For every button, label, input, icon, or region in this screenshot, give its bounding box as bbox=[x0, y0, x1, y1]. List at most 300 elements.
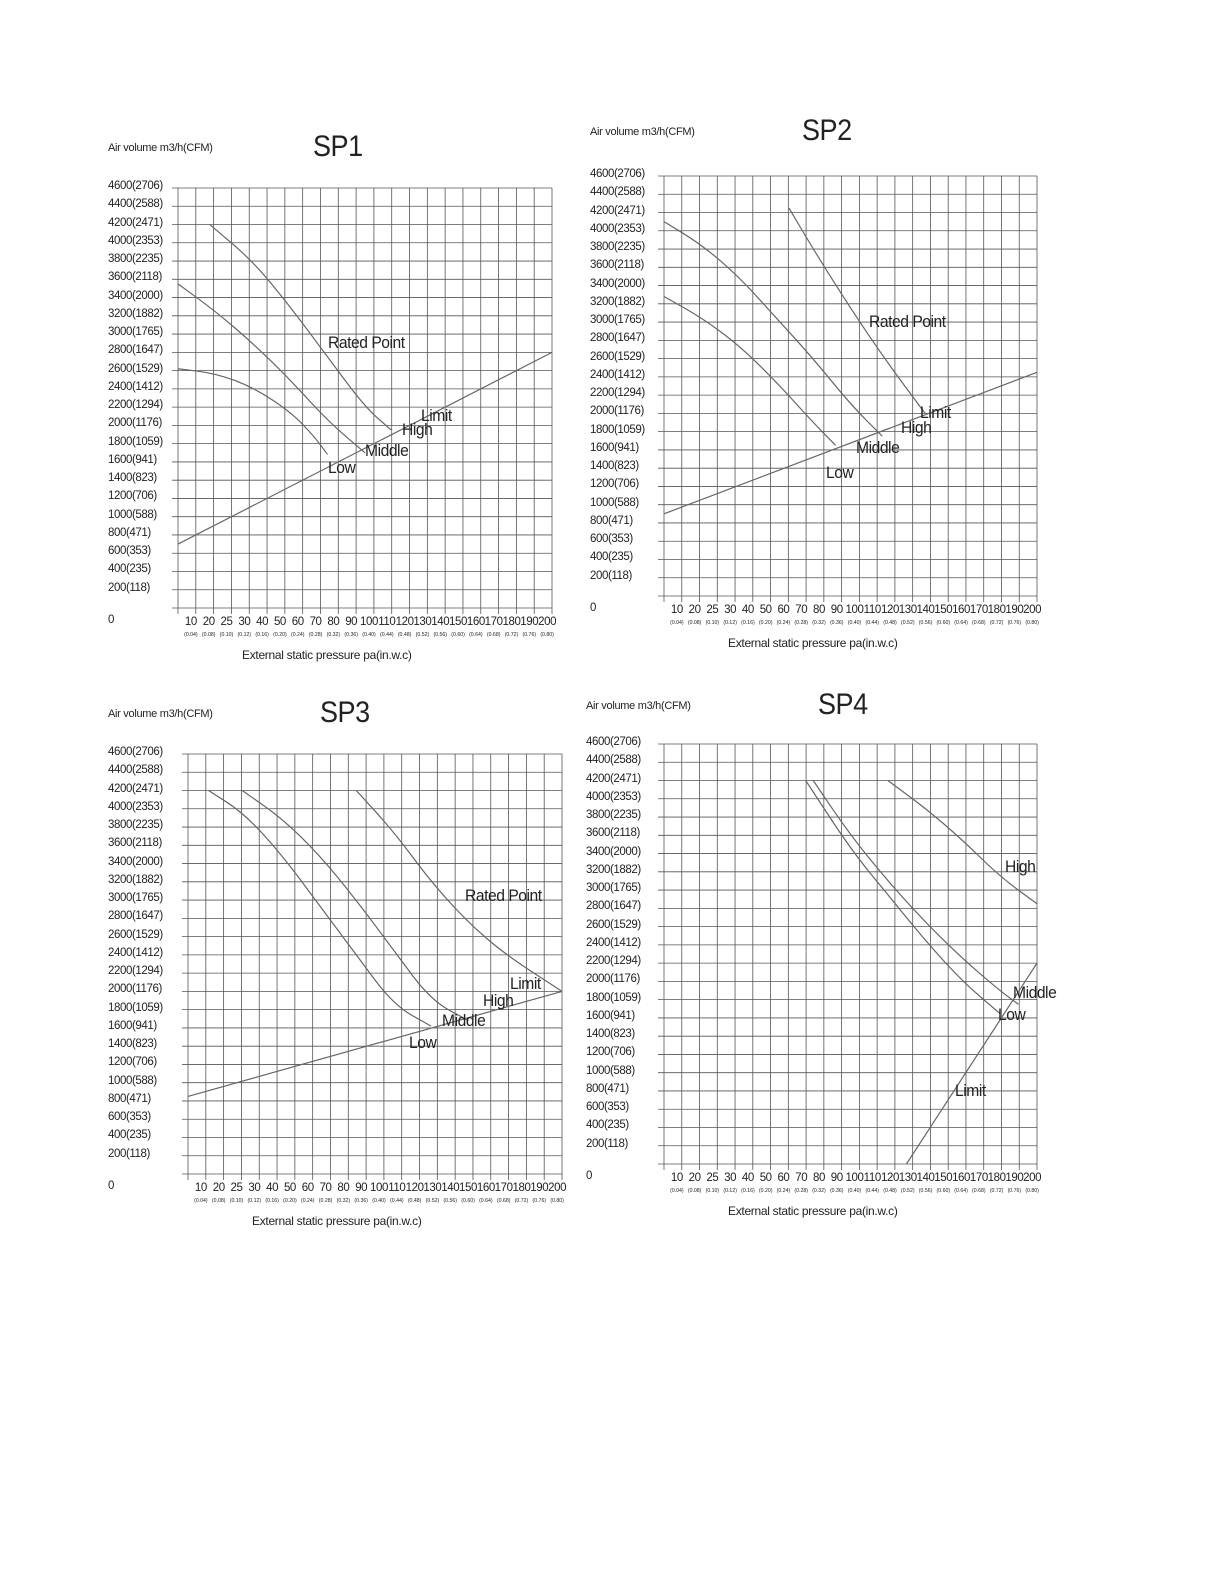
y-tick-label: 4200(2471) bbox=[108, 216, 163, 229]
x-sub-tick-label: (0.68) bbox=[496, 1198, 511, 1204]
x-tick-label: 180 bbox=[987, 1172, 1006, 1184]
series-line-middle bbox=[664, 222, 882, 437]
y-tick-label: 0 bbox=[590, 602, 596, 614]
y-tick-label: 1200(706) bbox=[108, 1056, 157, 1069]
x-tick-label: 190 bbox=[1005, 604, 1024, 616]
x-sub-tick-label: (0.16) bbox=[741, 1188, 755, 1194]
x-sub-tick-label: (0.16) bbox=[255, 632, 269, 638]
chart-title: SP4 bbox=[818, 688, 868, 721]
x-tick-label: 160 bbox=[466, 616, 485, 628]
curve-label: Rated Point bbox=[869, 312, 946, 332]
x-tick-label: 200 bbox=[548, 1182, 567, 1194]
x-sub-tick-label: (0.44) bbox=[865, 1188, 880, 1194]
x-tick-label: 90 bbox=[355, 1182, 368, 1194]
x-sub-tick-label: (0.60) bbox=[461, 1198, 475, 1204]
y-tick-label: 3800(2235) bbox=[590, 241, 645, 254]
x-sub-tick-label: (0.24) bbox=[290, 632, 305, 638]
x-sub-tick-label: (0.44) bbox=[380, 632, 394, 638]
x-sub-tick-label: (0.80) bbox=[1025, 620, 1039, 626]
y-tick-label: 4000(2353) bbox=[108, 800, 163, 813]
chart-panel-sp2 bbox=[590, 112, 1077, 676]
x-tick-label: 160 bbox=[952, 604, 971, 616]
x-tick-label: 180 bbox=[512, 1182, 531, 1194]
x-sub-tick-label: (0.72) bbox=[504, 632, 519, 638]
y-tick-label: 1400(823) bbox=[590, 460, 639, 473]
y-tick-label: 1400(823) bbox=[586, 1028, 635, 1041]
y-tick-label: 3200(1882) bbox=[586, 863, 641, 876]
x-sub-tick-label: (0.32) bbox=[812, 620, 826, 626]
x-sub-tick-label: (0.28) bbox=[794, 620, 808, 626]
x-tick-label: 10 bbox=[670, 1172, 683, 1184]
y-tick-label: 800(471) bbox=[108, 526, 151, 539]
y-tick-label: 1200(706) bbox=[590, 478, 639, 491]
y-tick-label: 4000(2353) bbox=[590, 222, 645, 235]
series-line-middle bbox=[813, 781, 1018, 1005]
curve-label: Limit bbox=[919, 403, 951, 423]
x-sub-tick-label: (0.08) bbox=[211, 1198, 226, 1204]
y-tick-label: 4200(2471) bbox=[586, 772, 641, 785]
x-tick-label: 200 bbox=[1023, 1172, 1042, 1184]
x-sub-tick-label: (0.28) bbox=[794, 1188, 808, 1194]
x-sub-tick-label: (0.36) bbox=[354, 1198, 368, 1204]
y-tick-label: 0 bbox=[108, 1180, 114, 1192]
x-tick-label: 170 bbox=[484, 616, 503, 628]
x-sub-tick-label: (0.24) bbox=[776, 1188, 791, 1194]
x-sub-tick-label: (0.16) bbox=[741, 620, 755, 626]
x-tick-label: 130 bbox=[898, 604, 917, 616]
y-tick-label: 1600(941) bbox=[108, 1019, 157, 1032]
x-tick-label: 140 bbox=[431, 616, 450, 628]
y-tick-label: 3200(1882) bbox=[108, 307, 163, 320]
x-axis-caption: External static pressure pa(in.w.c) bbox=[728, 636, 898, 650]
y-tick-label: 400(235) bbox=[590, 551, 633, 564]
x-sub-tick-label: (0.08) bbox=[687, 1188, 702, 1194]
x-sub-tick-label: (0.48) bbox=[883, 1188, 897, 1194]
x-tick-label: 140 bbox=[916, 604, 935, 616]
x-sub-tick-label: (0.04) bbox=[184, 632, 198, 638]
chart-title: SP1 bbox=[313, 130, 363, 163]
y-tick-label: 1800(1059) bbox=[108, 1001, 163, 1014]
y-tick-label: 4400(2588) bbox=[108, 764, 163, 777]
y-tick-label: 200(118) bbox=[108, 581, 150, 594]
chart-panel-sp4 bbox=[586, 686, 1077, 1244]
series-line-low bbox=[664, 297, 836, 446]
x-sub-tick-label: (0.12) bbox=[723, 620, 737, 626]
x-axis-caption: External static pressure pa(in.w.c) bbox=[242, 648, 412, 662]
y-tick-label: 2400(1412) bbox=[108, 946, 163, 959]
y-tick-label: 2800(1647) bbox=[108, 910, 163, 923]
x-tick-label: 200 bbox=[1023, 604, 1042, 616]
x-axis-caption: External static pressure pa(in.w.c) bbox=[252, 1214, 422, 1228]
x-tick-label: 160 bbox=[476, 1182, 495, 1194]
y-tick-label: 3400(2000) bbox=[108, 289, 163, 302]
x-tick-label: 10 bbox=[670, 604, 683, 616]
x-tick-label: 110 bbox=[378, 616, 396, 628]
series-line-middle bbox=[242, 791, 468, 1021]
x-sub-tick-label: (0.04) bbox=[194, 1198, 208, 1204]
y-tick-label: 4400(2588) bbox=[586, 754, 641, 767]
y-tick-label: 2600(1529) bbox=[108, 362, 163, 375]
x-sub-tick-label: (0.72) bbox=[989, 1188, 1004, 1194]
y-tick-label: 2600(1529) bbox=[586, 918, 641, 931]
x-tick-label: 80 bbox=[812, 604, 825, 616]
curve-label: High bbox=[483, 990, 514, 1010]
y-tick-label: 3800(2235) bbox=[108, 253, 163, 266]
x-tick-label: 170 bbox=[494, 1182, 513, 1194]
x-sub-tick-label: (0.32) bbox=[326, 632, 341, 638]
x-tick-label: 20 bbox=[688, 604, 701, 616]
x-tick-label: 150 bbox=[934, 604, 953, 616]
x-sub-tick-label: (0.20) bbox=[758, 1188, 773, 1194]
y-tick-label: 2400(1412) bbox=[590, 368, 645, 381]
x-sub-tick-label: (0.64) bbox=[469, 632, 483, 638]
x-tick-label: 80 bbox=[327, 616, 340, 628]
y-axis-caption: Air volume m3/h(CFM) bbox=[590, 126, 695, 138]
x-sub-tick-label: (0.56) bbox=[443, 1198, 458, 1204]
x-sub-tick-label: (0.52) bbox=[901, 1188, 915, 1194]
y-tick-label: 1600(941) bbox=[586, 1009, 635, 1022]
x-sub-tick-label: (0.68) bbox=[486, 632, 501, 638]
x-tick-label: 120 bbox=[881, 604, 900, 616]
x-sub-tick-label: (0.24) bbox=[776, 620, 791, 626]
y-tick-label: 3600(2118) bbox=[586, 827, 640, 840]
y-tick-label: 400(235) bbox=[108, 1129, 151, 1142]
chart-panel-sp1 bbox=[108, 128, 592, 688]
curve-label: High bbox=[1005, 857, 1036, 877]
x-tick-label: 20 bbox=[202, 616, 215, 628]
x-tick-label: 50 bbox=[759, 1172, 772, 1184]
y-tick-label: 600(353) bbox=[108, 1111, 151, 1124]
y-tick-label: 4600(2706) bbox=[590, 168, 645, 180]
x-sub-tick-label: (0.04) bbox=[670, 1188, 684, 1194]
y-tick-label: 0 bbox=[586, 1170, 592, 1182]
x-sub-tick-label: (0.12) bbox=[247, 1198, 262, 1204]
x-tick-label: 10 bbox=[184, 616, 197, 628]
y-tick-label: 1000(588) bbox=[586, 1064, 635, 1077]
x-tick-label: 110 bbox=[388, 1182, 406, 1194]
y-tick-label: 600(353) bbox=[586, 1101, 629, 1114]
x-tick-label: 80 bbox=[337, 1182, 350, 1194]
y-tick-label: 4400(2588) bbox=[590, 186, 645, 199]
y-tick-label: 1200(706) bbox=[108, 490, 157, 503]
x-sub-tick-label: (0.10) bbox=[219, 632, 234, 638]
x-tick-label: 50 bbox=[273, 616, 286, 628]
curve-label: Rated Point bbox=[327, 333, 405, 353]
x-sub-tick-label: (0.56) bbox=[918, 1188, 933, 1194]
y-tick-label: 200(118) bbox=[590, 569, 632, 582]
curve-label: High bbox=[402, 419, 433, 439]
y-tick-label: 2000(1176) bbox=[108, 417, 162, 430]
y-tick-label: 3800(2235) bbox=[586, 809, 641, 822]
x-tick-label: 25 bbox=[230, 1182, 243, 1194]
x-sub-tick-label: (0.28) bbox=[308, 632, 323, 638]
x-tick-label: 110 bbox=[863, 604, 881, 616]
x-sub-tick-label: (0.68) bbox=[972, 1188, 986, 1194]
x-tick-label: 60 bbox=[777, 604, 790, 616]
series-line-limit bbox=[664, 372, 1037, 514]
x-tick-label: 120 bbox=[405, 1182, 424, 1194]
y-tick-label: 4000(2353) bbox=[108, 234, 163, 247]
x-tick-label: 20 bbox=[212, 1182, 225, 1194]
x-sub-tick-label: (0.48) bbox=[397, 632, 412, 638]
x-sub-tick-label: (0.48) bbox=[883, 620, 897, 626]
y-tick-label: 2200(1294) bbox=[586, 955, 641, 968]
y-tick-label: 3600(2118) bbox=[108, 837, 162, 850]
x-sub-tick-label: (0.80) bbox=[540, 632, 554, 638]
x-tick-label: 50 bbox=[759, 604, 772, 616]
x-sub-tick-label: (0.52) bbox=[425, 1198, 440, 1204]
chart-plot-area bbox=[586, 686, 1077, 1184]
chart-title: SP3 bbox=[320, 696, 370, 729]
x-tick-label: 130 bbox=[898, 1172, 917, 1184]
x-sub-tick-label: (0.32) bbox=[336, 1198, 351, 1204]
y-tick-label: 2800(1647) bbox=[586, 900, 641, 913]
y-axis-caption: Air volume m3/h(CFM) bbox=[108, 142, 213, 154]
x-tick-label: 100 bbox=[845, 1172, 864, 1184]
curve-label: Low bbox=[826, 462, 854, 482]
y-tick-label: 2000(1176) bbox=[590, 405, 644, 418]
x-tick-label: 100 bbox=[845, 604, 864, 616]
x-sub-tick-label: (0.36) bbox=[344, 632, 358, 638]
series-line-low bbox=[209, 791, 432, 1027]
y-tick-label: 1600(941) bbox=[108, 453, 157, 466]
y-tick-label: 2600(1529) bbox=[108, 928, 163, 941]
curve-label: Middle bbox=[365, 440, 409, 460]
y-tick-label: 3000(1765) bbox=[108, 892, 163, 905]
x-tick-label: 200 bbox=[538, 616, 557, 628]
x-sub-tick-label: (0.08) bbox=[687, 620, 702, 626]
chart-plot-area bbox=[108, 694, 602, 1194]
x-sub-tick-label: (0.44) bbox=[865, 620, 880, 626]
x-tick-label: 140 bbox=[916, 1172, 935, 1184]
x-tick-label: 160 bbox=[952, 1172, 971, 1184]
y-tick-label: 1600(941) bbox=[590, 441, 639, 454]
y-tick-label: 4200(2471) bbox=[590, 204, 645, 217]
x-sub-tick-label: (0.24) bbox=[300, 1198, 315, 1204]
y-axis-caption: Air volume m3/h(CFM) bbox=[586, 700, 691, 712]
series-line-middle bbox=[178, 284, 365, 453]
x-sub-tick-label: (0.44) bbox=[390, 1198, 404, 1204]
x-sub-tick-label: (0.12) bbox=[237, 632, 252, 638]
x-sub-tick-label: (0.12) bbox=[723, 1188, 737, 1194]
x-tick-label: 25 bbox=[706, 604, 719, 616]
y-tick-label: 2200(1294) bbox=[590, 387, 645, 400]
chart-title: SP2 bbox=[802, 114, 852, 147]
x-tick-label: 60 bbox=[301, 1182, 314, 1194]
x-sub-tick-label: (0.28) bbox=[318, 1198, 333, 1204]
y-tick-label: 4000(2353) bbox=[586, 790, 641, 803]
y-tick-label: 1800(1059) bbox=[586, 991, 641, 1004]
x-tick-label: 150 bbox=[934, 1172, 953, 1184]
x-sub-tick-label: (0.56) bbox=[433, 632, 448, 638]
x-sub-tick-label: (0.20) bbox=[758, 620, 773, 626]
y-tick-label: 2600(1529) bbox=[590, 350, 645, 363]
curve-label: Limit bbox=[421, 406, 452, 426]
x-sub-tick-label: (0.60) bbox=[451, 632, 465, 638]
curve-label: Middle bbox=[442, 1010, 486, 1030]
y-tick-label: 4600(2706) bbox=[586, 736, 641, 748]
curve-label: Limit bbox=[954, 1080, 986, 1100]
x-tick-label: 140 bbox=[441, 1182, 460, 1194]
x-sub-tick-label: (0.32) bbox=[812, 1188, 826, 1194]
y-tick-label: 1000(588) bbox=[590, 496, 639, 509]
x-sub-tick-label: (0.10) bbox=[705, 620, 720, 626]
y-tick-label: 600(353) bbox=[590, 533, 633, 546]
y-tick-label: 600(353) bbox=[108, 545, 151, 558]
y-tick-label: 3000(1765) bbox=[108, 326, 163, 339]
x-tick-label: 30 bbox=[724, 1172, 737, 1184]
y-tick-label: 2000(1176) bbox=[586, 973, 640, 986]
y-tick-label: 1400(823) bbox=[108, 472, 157, 485]
y-tick-label: 800(471) bbox=[108, 1092, 151, 1105]
x-sub-tick-label: (0.64) bbox=[954, 620, 968, 626]
x-sub-tick-label: (0.40) bbox=[362, 632, 376, 638]
x-sub-tick-label: (0.64) bbox=[954, 1188, 968, 1194]
x-tick-label: 170 bbox=[969, 604, 988, 616]
x-tick-label: 70 bbox=[795, 604, 808, 616]
y-tick-label: 4400(2588) bbox=[108, 198, 163, 211]
y-tick-label: 1800(1059) bbox=[590, 423, 645, 436]
y-tick-label: 2200(1294) bbox=[108, 965, 163, 978]
x-tick-label: 180 bbox=[987, 604, 1006, 616]
y-tick-label: 800(471) bbox=[586, 1082, 629, 1095]
y-tick-label: 3200(1882) bbox=[108, 873, 163, 886]
x-tick-label: 30 bbox=[724, 604, 737, 616]
y-tick-label: 400(235) bbox=[108, 563, 151, 576]
y-tick-label: 1800(1059) bbox=[108, 435, 163, 448]
x-sub-tick-label: (0.36) bbox=[829, 620, 844, 626]
x-tick-label: 30 bbox=[248, 1182, 261, 1194]
x-tick-label: 50 bbox=[283, 1182, 296, 1194]
x-sub-tick-label: (0.60) bbox=[936, 1188, 951, 1194]
y-tick-label: 4600(2706) bbox=[108, 746, 163, 758]
y-axis-caption: Air volume m3/h(CFM) bbox=[108, 708, 213, 720]
y-tick-label: 400(235) bbox=[586, 1119, 629, 1132]
y-tick-label: 3200(1882) bbox=[590, 295, 645, 308]
x-sub-tick-label: (0.10) bbox=[229, 1198, 244, 1204]
x-sub-tick-label: (0.60) bbox=[936, 620, 951, 626]
y-tick-label: 2400(1412) bbox=[586, 936, 641, 949]
x-sub-tick-label: (0.16) bbox=[265, 1198, 279, 1204]
x-tick-label: 120 bbox=[395, 616, 414, 628]
x-tick-label: 40 bbox=[741, 1172, 754, 1184]
x-tick-label: 60 bbox=[777, 1172, 790, 1184]
x-sub-tick-label: (0.80) bbox=[550, 1198, 564, 1204]
x-tick-label: 40 bbox=[266, 1182, 279, 1194]
x-tick-label: 70 bbox=[309, 616, 322, 628]
x-sub-tick-label: (0.20) bbox=[283, 1198, 297, 1204]
curve-label: Middle bbox=[1012, 983, 1057, 1003]
x-tick-label: 100 bbox=[360, 616, 378, 628]
x-sub-tick-label: (0.48) bbox=[407, 1198, 422, 1204]
x-tick-label: 25 bbox=[220, 616, 233, 628]
x-tick-label: 30 bbox=[238, 616, 251, 628]
x-tick-label: 20 bbox=[688, 1172, 701, 1184]
curve-label: High bbox=[900, 418, 932, 437]
x-sub-tick-label: (0.40) bbox=[847, 1188, 862, 1194]
x-sub-tick-label: (0.80) bbox=[1025, 1188, 1039, 1194]
curve-label: Low bbox=[327, 458, 355, 478]
x-tick-label: 150 bbox=[459, 1182, 478, 1194]
x-tick-label: 60 bbox=[291, 616, 304, 628]
y-tick-label: 3400(2000) bbox=[590, 277, 645, 290]
x-sub-tick-label: (0.72) bbox=[514, 1198, 529, 1204]
y-tick-label: 3400(2000) bbox=[108, 855, 163, 868]
series-line-high bbox=[210, 225, 391, 430]
x-sub-tick-label: (0.10) bbox=[705, 1188, 720, 1194]
x-sub-tick-label: (0.68) bbox=[972, 620, 986, 626]
y-tick-label: 3600(2118) bbox=[590, 259, 644, 272]
y-tick-label: 1400(823) bbox=[108, 1038, 157, 1051]
y-tick-label: 4200(2471) bbox=[108, 782, 163, 795]
x-sub-tick-label: (0.40) bbox=[372, 1198, 386, 1204]
series-line-high bbox=[789, 208, 925, 413]
x-axis-caption: External static pressure pa(in.w.c) bbox=[728, 1204, 898, 1218]
curve-label: Middle bbox=[856, 438, 900, 458]
y-tick-label: 1000(588) bbox=[108, 1074, 157, 1087]
x-tick-label: 90 bbox=[830, 604, 843, 616]
x-sub-tick-label: (0.04) bbox=[670, 620, 684, 626]
x-tick-label: 170 bbox=[969, 1172, 988, 1184]
y-tick-label: 2800(1647) bbox=[108, 344, 163, 357]
x-sub-tick-label: (0.52) bbox=[415, 632, 430, 638]
x-sub-tick-label: (0.64) bbox=[479, 1198, 493, 1204]
curve-label: Low bbox=[408, 1032, 436, 1052]
x-sub-tick-label: (0.40) bbox=[847, 620, 862, 626]
y-tick-label: 2000(1176) bbox=[108, 983, 162, 996]
x-tick-label: 90 bbox=[345, 616, 358, 628]
x-sub-tick-label: (0.72) bbox=[989, 620, 1004, 626]
y-tick-label: 2400(1412) bbox=[108, 380, 163, 393]
chart-plot-area bbox=[590, 112, 1077, 616]
x-sub-tick-label: (0.76) bbox=[1007, 620, 1022, 626]
x-tick-label: 40 bbox=[741, 604, 754, 616]
x-tick-label: 190 bbox=[520, 616, 539, 628]
y-tick-label: 800(471) bbox=[590, 514, 633, 527]
x-sub-tick-label: (0.52) bbox=[901, 620, 915, 626]
x-sub-tick-label: (0.20) bbox=[273, 632, 287, 638]
y-tick-label: 2200(1294) bbox=[108, 399, 163, 412]
x-tick-label: 70 bbox=[795, 1172, 808, 1184]
x-tick-label: 130 bbox=[413, 616, 432, 628]
y-tick-label: 4600(2706) bbox=[108, 180, 163, 192]
series-line-low bbox=[178, 369, 328, 455]
x-tick-label: 90 bbox=[830, 1172, 843, 1184]
y-tick-label: 3000(1765) bbox=[586, 882, 641, 895]
x-tick-label: 120 bbox=[881, 1172, 900, 1184]
x-tick-label: 180 bbox=[502, 616, 521, 628]
x-sub-tick-label: (0.76) bbox=[532, 1198, 547, 1204]
x-sub-tick-label: (0.36) bbox=[829, 1188, 844, 1194]
x-tick-label: 190 bbox=[530, 1182, 549, 1194]
y-tick-label: 3400(2000) bbox=[586, 845, 641, 858]
x-tick-label: 190 bbox=[1005, 1172, 1024, 1184]
chart-panel-sp3 bbox=[108, 694, 602, 1254]
y-tick-label: 0 bbox=[108, 614, 114, 626]
y-tick-label: 3800(2235) bbox=[108, 819, 163, 832]
y-tick-label: 3600(2118) bbox=[108, 271, 162, 284]
curve-label: Rated Point bbox=[464, 885, 542, 905]
x-sub-tick-label: (0.76) bbox=[1007, 1188, 1022, 1194]
y-tick-label: 200(118) bbox=[586, 1137, 628, 1150]
x-sub-tick-label: (0.76) bbox=[522, 632, 537, 638]
x-tick-label: 80 bbox=[812, 1172, 825, 1184]
x-sub-tick-label: (0.56) bbox=[918, 620, 933, 626]
x-tick-label: 70 bbox=[319, 1182, 332, 1194]
x-tick-label: 100 bbox=[370, 1182, 388, 1194]
x-tick-label: 40 bbox=[256, 616, 269, 628]
y-tick-label: 200(118) bbox=[108, 1147, 150, 1160]
